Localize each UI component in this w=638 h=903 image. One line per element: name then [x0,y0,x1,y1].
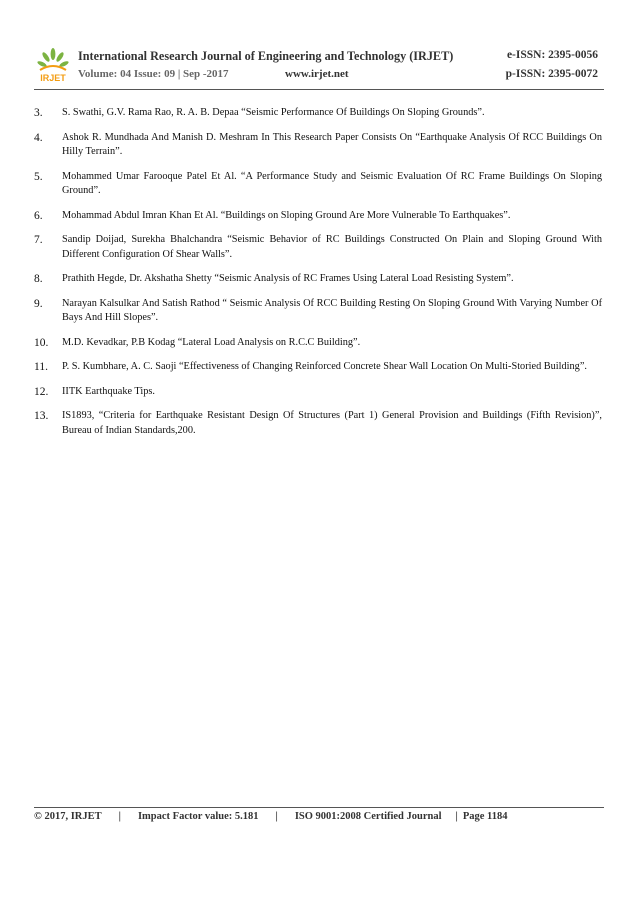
iso-certification: ISO 9001:2008 Certified Journal [294,811,442,822]
eissn: e-ISSN: 2395-0056 [506,49,598,61]
page-number: Page 1184 [462,811,508,822]
pissn: p-ISSN: 2395-0072 [505,68,598,80]
reference-text: S. Swathi, G.V. Rama Rao, R. A. B. Depaa “Seismic Performance Of Buildings On Sloping Grounds”. [62,107,485,118]
svg-text:IRJET: IRJET [40,73,66,83]
reference-list [34,106,602,448]
reference-number: 8. [34,273,43,285]
reference-item [34,272,602,287]
journal-title: International Research Journal of Engineering and Technology (IRJET) [78,49,454,63]
header-rule [34,89,604,90]
reference-text: Prathith Hegde, Dr. Akshatha Shetty “Seismic Analysis of RC Frames Using Lateral Load Resisting System”. [62,273,514,284]
reference-item [34,297,602,326]
reference-item [34,336,602,351]
copyright: © 2017, IRJET [34,811,102,822]
reference-number: 13. [34,410,49,422]
reference-number: 9. [34,297,43,310]
reference-text: M.D. Kevadkar, P.B Kodag “Lateral Load Analysis on R.C.C Building”. [62,336,361,348]
reference-text: IS1893, “Criteria for Earthquake Resistant Design Of Structures (Part 1) General Provision and Buildings (Fifth Revision)”, Bureau of Indian Standards,200. [62,410,602,436]
footer-separator: | [455,811,458,822]
reference-number: 5. [34,170,43,183]
reference-item [34,170,602,199]
reference-text: P. S. Kumbhare, A. C. Saoji “Effectiveness of Changing Reinforced Concrete Shear Wall Location On Multi-Storied Building”. [62,361,587,372]
reference-text: Sandip Doijad, Surekha Bhalchandra “Seismic Behavior of RC Buildings Constructed On Plain and Sloping Ground With Different Configuration Of Shear Walls”. [62,234,602,260]
reference-item [34,385,602,400]
reference-item [34,360,602,375]
reference-text: Ashok R. Mundhada And Manish D. Meshram In This Research Paper Consists On “Earthquake Analysis Of RCC Buildings On Hilly Terrain”. [62,131,602,157]
reference-text: Mohammed Umar Farooque Patel Et Al. “A Performance Study and Seismic Evaluation Of RC Frame Buildings On Sloping Ground”. [62,170,602,196]
reference-number: 12. [34,385,49,398]
reference-item [34,233,602,262]
reference-number: 4. [34,131,43,144]
reference-item [34,106,602,121]
reference-number: 10. [34,336,49,349]
footer-rule [34,807,604,808]
reference-number: 7. [34,234,43,246]
page-header [34,46,604,90]
footer-separator: | [275,811,278,822]
reference-text: IITK Earthquake Tips. [62,385,155,397]
journal-website[interactable]: www.irjet.net [285,68,349,80]
volume-issue: Volume: 04 Issue: 09 | Sep -2017 [78,68,229,80]
reference-item [34,209,602,224]
reference-number: 11. [34,361,48,373]
reference-text: Mohammad Abdul Imran Khan Et Al. “Buildings on Sloping Ground Are More Vulnerable To Earthquakes”. [62,209,511,221]
page-footer [34,811,604,822]
reference-item [34,409,602,438]
reference-item [34,131,602,160]
footer-separator: | [118,811,121,822]
reference-text: Narayan Kalsulkar And Satish Rathod “ Seismic Analysis Of RCC Building Resting On Sloping Ground With Varying Number Of Bays And Hill Slopes”. [62,297,602,323]
reference-number: 6. [34,209,43,222]
irjet-logo [34,46,72,86]
reference-number: 3. [34,107,43,119]
impact-factor: Impact Factor value: 5.181 [137,811,259,822]
